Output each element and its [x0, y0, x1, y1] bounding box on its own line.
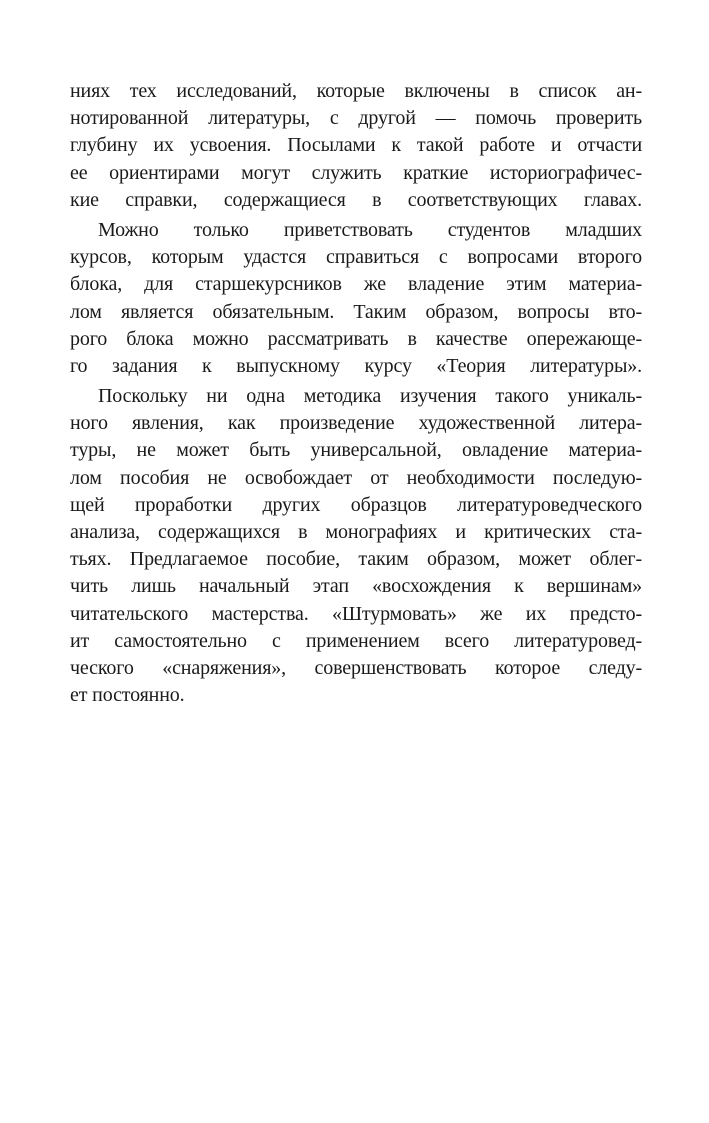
text-line: чить лишь начальный этап «восхождения к вершинам» — [70, 575, 642, 598]
text-line: ческого «снаряжения», совершенствовать которое следу- — [70, 656, 642, 679]
text-line: Можно только приветствовать студентов младших — [98, 218, 642, 241]
text-line: туры, не может быть универсальной, овладение материа- — [70, 439, 642, 462]
text-line: ее ориентирами могут служить краткие историографичес- — [70, 161, 642, 184]
paragraph-3 — [70, 383, 642, 709]
text-line: ниях тех исследований, которые включены в список ан- — [70, 80, 642, 102]
text-line: ит самостоятельно с применением всего литературовед- — [70, 629, 642, 652]
text-line: нотированной литературы, с другой — помочь проверить — [70, 107, 642, 130]
text-line: курсов, которым удастся справиться с вопросами второго — [70, 246, 642, 269]
paragraph-1 — [70, 78, 642, 214]
body-text — [70, 78, 642, 709]
text-line: го задания к выпускному курсу «Теория литературы». — [70, 354, 642, 377]
text-line: блока, для старшекурсников же владение этим материа- — [70, 273, 642, 296]
text-line: ного явления, как произведение художественной литера- — [70, 412, 642, 435]
text-line: глубину их усвоения. Посылами к такой работе и отчасти — [70, 134, 642, 157]
text-line: анализа, содержащихся в монографиях и критических ста- — [70, 521, 642, 543]
text-line: тьях. Предлагаемое пособие, таким образом, может облег- — [70, 548, 642, 571]
text-line: кие справки, содержащиеся в соответствующих главах. — [70, 188, 642, 211]
text-line: Поскольку ни одна методика изучения такого уникаль- — [98, 385, 642, 408]
text-line: лом является обязательным. Таким образом, вопросы вто- — [70, 300, 642, 323]
text-line: читательского мастерства. «Штурмовать» же их предсто- — [70, 602, 642, 625]
paragraph-2 — [70, 217, 642, 380]
text-line: лом пособия не освобождает от необходимости последую- — [70, 466, 642, 489]
text-line: рого блока можно рассматривать в качестве опережающе- — [70, 327, 642, 350]
text-line: ет постоянно. — [70, 684, 185, 707]
text-line: щей проработки других образцов литературоведческого — [70, 493, 642, 516]
